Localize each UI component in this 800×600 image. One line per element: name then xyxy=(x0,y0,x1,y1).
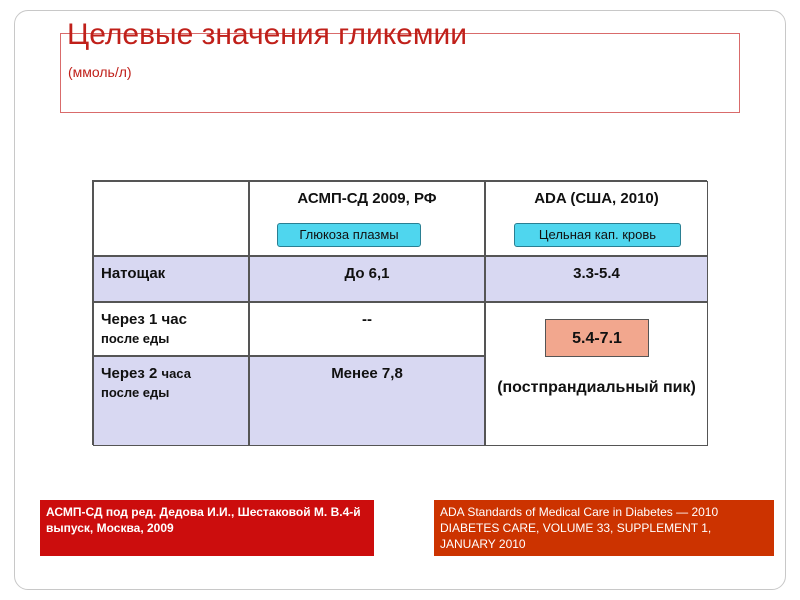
row-fasting-asmp-value: До 6,1 xyxy=(344,265,390,282)
header-ada xyxy=(485,181,708,256)
header-asmp-label: АСМП-СД 2009, РФ xyxy=(297,190,437,207)
row-2h-asmp-value: Менее 7,8 xyxy=(331,365,403,382)
slide-subtitle: (ммоль/л) xyxy=(68,64,132,80)
row-1h-label-sub: после еды xyxy=(101,331,170,346)
row-1h-asmp-cell xyxy=(249,302,485,356)
row-2h-label-small: часа xyxy=(161,366,191,381)
row-fasting-ada-cell xyxy=(485,256,708,302)
glycemia-table xyxy=(92,180,707,445)
row-2h-label xyxy=(101,364,191,402)
header-asmp xyxy=(249,181,485,256)
row-fasting-label: Натощак xyxy=(101,265,166,282)
row-2h-label-sub: после еды xyxy=(101,385,170,400)
row-2h-label-cell xyxy=(93,356,249,446)
header-empty-cell xyxy=(93,181,249,256)
row-1h-asmp-value: -- xyxy=(362,311,372,328)
row-1h-label-cell xyxy=(93,302,249,356)
row-fasting-label-cell xyxy=(93,256,249,302)
slide-title: Целевые значения гликемии xyxy=(67,18,467,51)
reference-asmp: АСМП-СД под ред. Дедова И.И., Шестаковой М. В.4-й выпуск, Москва, 2009 xyxy=(40,500,374,556)
row-2h-asmp-cell xyxy=(249,356,485,446)
plasma-glucose-badge: Глюкоза плазмы xyxy=(277,223,421,247)
row-1h-label-main: Через 1 час xyxy=(101,311,187,328)
row-fasting-ada-value: 3.3-5.4 xyxy=(573,265,620,282)
postprandial-merged-cell xyxy=(485,302,708,446)
capillary-blood-badge: Цельная кап. кровь xyxy=(514,223,681,247)
reference-ada: ADA Standards of Medical Care in Diabetes — 2010 DIABETES CARE, VOLUME 33, SUPPLEMENT 1, JANUARY 2010 xyxy=(434,500,774,556)
header-ada-label: ADA (США, 2010) xyxy=(534,190,659,207)
row-1h-label xyxy=(101,310,187,348)
row-2h-label-main: Через 2 xyxy=(101,365,162,382)
postprandial-value-box: 5.4-7.1 xyxy=(545,319,649,357)
postprandial-note: (постпрандиальный пик) xyxy=(497,379,696,396)
row-fasting-asmp-cell xyxy=(249,256,485,302)
